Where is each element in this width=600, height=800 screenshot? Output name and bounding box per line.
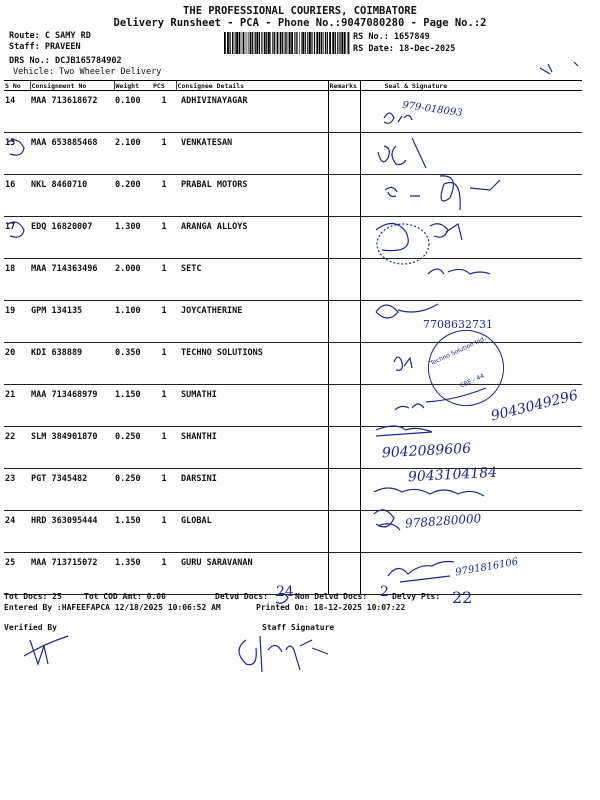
cell-sno: 25 [4, 553, 30, 595]
cell-weight: 1.300 [114, 217, 152, 259]
table-row [4, 175, 582, 217]
cell-consignment-no: EDQ 16820007 [30, 217, 114, 259]
barcode-bar [291, 32, 293, 54]
barcode-bar [285, 32, 286, 54]
staff-label: Staff: PRAVEEN [9, 42, 81, 52]
delivery-points-label: Delvy Pts: [392, 592, 441, 601]
table-row [4, 217, 582, 259]
cell-consignment-no: GPM 134135 [30, 301, 114, 343]
cell-consignee: SUMATHI [176, 385, 328, 427]
barcode-bar [224, 32, 226, 54]
table-row [4, 301, 582, 343]
barcode-bar [332, 32, 334, 54]
handwritten-phone-r23: 9043104184 [407, 464, 498, 486]
barcode-bar [252, 32, 253, 54]
cell-sno: 19 [4, 301, 30, 343]
cell-consignee: PRABAL MOTORS [176, 175, 328, 217]
total-cod-amount: Tot COD Amt: 0.00 [84, 592, 166, 601]
delivered-docs-value: 24 [276, 584, 294, 600]
cell-remarks [328, 259, 360, 301]
barcode-bar [264, 32, 266, 54]
cell-weight: 0.250 [114, 469, 152, 511]
table-row [4, 91, 582, 133]
drs-number: DRS No.: DCJB165784902 [9, 56, 122, 66]
barcode-bar [234, 32, 235, 54]
barcode-bar [230, 32, 231, 54]
handwritten-phone-r24: 9788280000 [404, 511, 482, 531]
barcode-bar [243, 32, 244, 54]
barcode-bar [288, 32, 289, 54]
cell-sno: 23 [4, 469, 30, 511]
barcode-bar [270, 32, 271, 54]
cell-remarks [328, 175, 360, 217]
barcode-bar [319, 32, 320, 54]
cell-consignee: SHANTHI [176, 427, 328, 469]
cell-weight: 0.200 [114, 175, 152, 217]
barcode-bar [268, 32, 270, 54]
col-consignment: Consignment No [30, 81, 114, 91]
cell-pcs: 1 [152, 175, 176, 217]
cell-remarks [328, 343, 360, 385]
cell-remarks [328, 427, 360, 469]
col-seal-signature: Seal & Signature [360, 81, 582, 91]
cell-weight: 1.350 [114, 553, 152, 595]
staff-signature-label: Staff Signature [262, 623, 335, 632]
stamp-line-2: CBE - 44 [458, 372, 486, 390]
cell-remarks [328, 511, 360, 553]
barcode-bar [344, 32, 346, 54]
barcode-bar [337, 32, 338, 54]
barcode-bar [232, 32, 233, 54]
table-row [4, 427, 582, 469]
handwritten-phone-r19: 7708632731 [423, 318, 493, 331]
barcode-bar [274, 32, 275, 54]
barcode-bar [327, 32, 328, 54]
barcode-bar [309, 32, 311, 54]
printed-on: Printed On: 18-12-2025 10:07:22 [256, 603, 406, 612]
cell-sno: 18 [4, 259, 30, 301]
cell-weight: 1.150 [114, 511, 152, 553]
cell-weight: 0.100 [114, 91, 152, 133]
cell-remarks [328, 133, 360, 175]
cell-remarks [328, 91, 360, 133]
cell-seal-signature [360, 175, 582, 217]
cell-consignee: ADHIVINAYAGAR [176, 91, 328, 133]
staff-signature [239, 636, 328, 672]
non-delivered-docs-value: 2 [380, 584, 389, 600]
col-weight: Weight [114, 81, 152, 91]
cell-consignee: TECHNO SOLUTIONS [176, 343, 328, 385]
corner-mark [540, 62, 578, 74]
table-row [4, 511, 582, 553]
cell-consignee: JOYCATHERINE [176, 301, 328, 343]
barcode-bar [294, 32, 295, 54]
cell-consignment-no: SLM 384901870 [30, 427, 114, 469]
cell-sno: 22 [4, 427, 30, 469]
barcode-bar [227, 32, 229, 54]
col-pcs: PCS [152, 81, 176, 91]
cell-sno: 14 [4, 91, 30, 133]
col-sno: S No [4, 81, 30, 91]
barcode-bar [301, 32, 302, 54]
cell-seal-signature [360, 91, 582, 133]
table-row [4, 133, 582, 175]
cell-pcs: 1 [152, 259, 176, 301]
barcode-bar [255, 32, 256, 54]
cell-seal-signature [360, 217, 582, 259]
cell-weight: 0.350 [114, 343, 152, 385]
cell-pcs: 1 [152, 301, 176, 343]
rs-number: RS No.: 1657849 [353, 32, 430, 42]
barcode-bar [289, 32, 291, 54]
cell-consignment-no: MAA 713715072 [30, 553, 114, 595]
route-label: Route: C SAMY RD [9, 31, 91, 41]
cell-consignment-no: HRD 363095444 [30, 511, 114, 553]
cell-remarks [328, 553, 360, 595]
barcode-bar [239, 32, 241, 54]
barcode-bar [266, 32, 267, 54]
delivery-points-value: 22 [452, 588, 473, 607]
cell-pcs: 1 [152, 91, 176, 133]
barcode [224, 32, 350, 54]
barcode-bar [302, 32, 304, 54]
barcode-bar [299, 32, 300, 54]
cell-weight: 2.000 [114, 259, 152, 301]
barcode-bar [249, 32, 250, 54]
table-header-row [4, 81, 582, 91]
cell-weight: 1.150 [114, 385, 152, 427]
vehicle-label: Vehicle: Two Wheeler Delivery [13, 67, 162, 77]
barcode-bar [335, 32, 336, 54]
barcode-bar [242, 32, 243, 54]
cell-seal-signature [360, 133, 582, 175]
barcode-bar [325, 32, 326, 54]
barcode-bar [286, 32, 287, 54]
cell-pcs: 1 [152, 511, 176, 553]
cell-weight: 2.100 [114, 133, 152, 175]
rs-date: RS Date: 18-Dec-2025 [353, 44, 456, 54]
barcode-bar [347, 32, 348, 54]
delivered-docs-label: Delvd Docs: [215, 592, 268, 601]
handwritten-phone-r22: 9042089606 [381, 440, 472, 462]
cell-pcs: 1 [152, 553, 176, 595]
cell-pcs: 1 [152, 343, 176, 385]
handwritten-phone-r21: 9043049296 [489, 387, 580, 425]
col-consignee: Consignee Details [176, 81, 328, 91]
barcode-bar [348, 32, 349, 54]
cell-consignment-no: NKL 8460710 [30, 175, 114, 217]
non-delivered-docs-label: Non Delvd Docs: [295, 592, 368, 601]
cell-pcs: 1 [152, 469, 176, 511]
barcode-bar [236, 32, 238, 54]
barcode-bar [341, 32, 343, 54]
cell-remarks [328, 301, 360, 343]
cell-consignee: VENKATESAN [176, 133, 328, 175]
cell-remarks [328, 217, 360, 259]
cell-consignment-no: MAA 713468979 [30, 385, 114, 427]
barcode-bar [245, 32, 246, 54]
runsheet-table [4, 80, 582, 595]
barcode-bar [307, 32, 308, 54]
handwritten-phone-r14: 979-018093 [401, 99, 464, 120]
cell-remarks [328, 385, 360, 427]
barcode-bar [261, 32, 262, 54]
col-remarks: Remarks [328, 81, 360, 91]
entered-by: Entered By :HAFEEFAPCA 12/18/2025 10:06:52 AM [4, 603, 221, 612]
cell-pcs: 1 [152, 133, 176, 175]
cell-consignment-no: MAA 713618672 [30, 91, 114, 133]
barcode-bar [272, 32, 273, 54]
barcode-bar [305, 32, 306, 54]
cell-sno: 21 [4, 385, 30, 427]
barcode-bar [296, 32, 297, 54]
cell-pcs: 1 [152, 385, 176, 427]
verified-by-signature [24, 636, 68, 664]
cell-sno: 20 [4, 343, 30, 385]
barcode-bar [316, 32, 318, 54]
barcode-bar [323, 32, 324, 54]
cell-consignee: GURU SARAVANAN [176, 553, 328, 595]
cell-pcs: 1 [152, 217, 176, 259]
cell-consignee: GLOBAL [176, 511, 328, 553]
stamp-line-1: Techno Solution Ind. [429, 335, 488, 368]
cell-sno: 16 [4, 175, 30, 217]
cell-consignment-no: PGT 7345482 [30, 469, 114, 511]
barcode-bar [314, 32, 315, 54]
barcode-bar [277, 32, 279, 54]
cell-remarks [328, 469, 360, 511]
cell-sno: 17 [4, 217, 30, 259]
barcode-bar [282, 32, 283, 54]
cell-consignment-no: MAA 714363496 [30, 259, 114, 301]
handwritten-phone-r25: 9791816106 [454, 556, 520, 579]
verified-by-label: Verified By [4, 623, 57, 632]
cell-consignee: SETC [176, 259, 328, 301]
cell-pcs: 1 [152, 427, 176, 469]
cell-consignment-no: MAA 653885468 [30, 133, 114, 175]
barcode-bar [321, 32, 323, 54]
company-title: THE PROFESSIONAL COURIERS, COIMBATORE [183, 5, 417, 17]
barcode-bar [280, 32, 282, 54]
cell-consignee: DARSINI [176, 469, 328, 511]
barcode-bar [297, 32, 298, 54]
cell-seal-signature [360, 259, 582, 301]
table-row [4, 259, 582, 301]
cell-consignee: ARANGA ALLOYS [176, 217, 328, 259]
cell-weight: 1.100 [114, 301, 152, 343]
cell-sno: 24 [4, 511, 30, 553]
barcode-bar [311, 32, 312, 54]
total-docs: Tot Docs: 25 [4, 592, 62, 601]
cell-consignment-no: KDI 638889 [30, 343, 114, 385]
barcode-bar [247, 32, 248, 54]
runsheet-subtitle: Delivery Runsheet - PCA - Phone No.:9047080280 - Page No.:2 [113, 17, 487, 29]
barcode-bar [339, 32, 340, 54]
cell-weight: 0.250 [114, 427, 152, 469]
barcode-bar [235, 32, 236, 54]
barcode-bar [250, 32, 252, 54]
barcode-bar [329, 32, 331, 54]
barcode-bar [340, 32, 341, 54]
barcode-bar [256, 32, 258, 54]
barcode-bar [259, 32, 260, 54]
cell-sno: 15 [4, 133, 30, 175]
